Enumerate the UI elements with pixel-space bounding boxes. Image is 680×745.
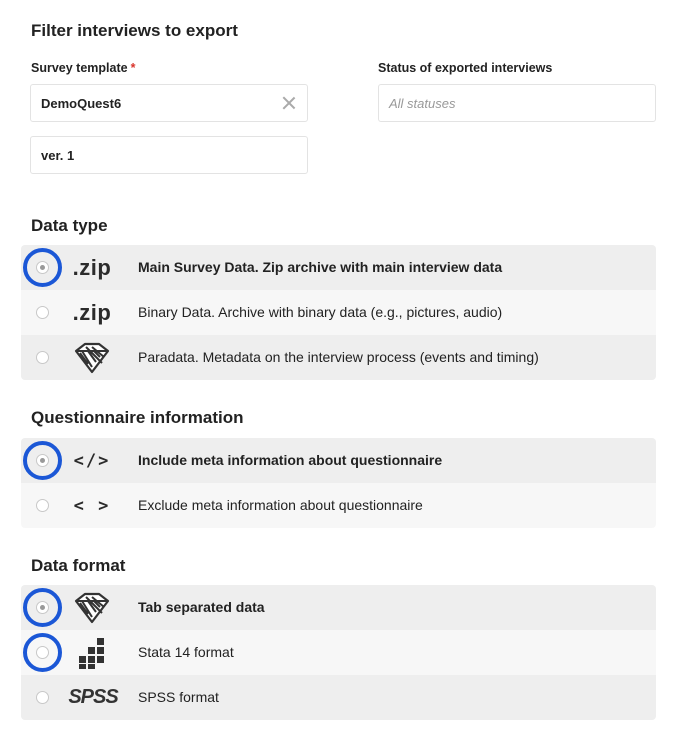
option-label: Stata 14 format — [138, 644, 234, 660]
radio-button[interactable] — [36, 351, 49, 364]
radio-button[interactable] — [36, 454, 49, 467]
data-format-option-spss[interactable] — [21, 675, 656, 720]
questionnaire-heading: Questionnaire information — [31, 408, 244, 427]
data-type-option-binary[interactable] — [21, 290, 656, 335]
radio-button[interactable] — [36, 601, 49, 614]
clear-icon[interactable] — [281, 95, 297, 111]
diamond-grid-icon — [67, 341, 117, 374]
radio-button[interactable] — [36, 691, 49, 704]
angle-brackets-icon: < > — [73, 495, 111, 516]
radio-button[interactable] — [36, 306, 49, 319]
data-format-option-stata[interactable] — [21, 630, 656, 675]
zip-icon: .zip — [72, 299, 112, 325]
option-label: Binary Data. Archive with binary data (e.g., pictures, audio) — [138, 304, 503, 320]
data-format-option-tab[interactable] — [21, 585, 656, 630]
data-type-heading: Data type — [31, 216, 108, 235]
option-label: Include meta information about questionnaire — [138, 452, 443, 468]
zip-icon: .zip — [72, 254, 112, 280]
radio-button[interactable] — [36, 261, 49, 274]
version-select[interactable] — [30, 136, 308, 174]
questionnaire-option-exclude[interactable] — [21, 483, 656, 528]
data-format-heading: Data format — [31, 556, 126, 575]
questionnaire-option-include[interactable] — [21, 438, 656, 483]
option-label: Main Survey Data. Zip archive with main interview data — [138, 259, 503, 275]
page-title: Filter interviews to export — [31, 21, 238, 40]
option-label: Tab separated data — [138, 599, 265, 615]
questionnaire-group — [21, 438, 656, 528]
spss-icon: SPSS — [68, 686, 118, 708]
version-value: ver. 1 — [41, 147, 75, 163]
required-mark: * — [130, 61, 136, 75]
survey-template-label: Survey template * — [31, 61, 136, 75]
data-format-group — [21, 585, 656, 720]
code-icon: </> — [73, 450, 111, 471]
status-placeholder: All statuses — [389, 95, 456, 111]
option-label: SPSS format — [138, 689, 219, 705]
data-type-option-paradata[interactable] — [21, 335, 656, 380]
option-label: Paradata. Metadata on the interview process (events and timing) — [138, 349, 539, 365]
status-label: Status of exported interviews — [378, 61, 553, 75]
radio-button[interactable] — [36, 499, 49, 512]
diamond-grid-icon — [67, 591, 117, 624]
survey-template-value: DemoQuest6 — [41, 95, 122, 111]
survey-template-select[interactable] — [30, 84, 308, 122]
status-select[interactable] — [378, 84, 656, 122]
option-label: Exclude meta information about questionnaire — [138, 497, 423, 513]
data-type-group — [21, 245, 656, 380]
data-type-option-main[interactable] — [21, 245, 656, 290]
stata-icon — [67, 636, 117, 669]
radio-button[interactable] — [36, 646, 49, 659]
